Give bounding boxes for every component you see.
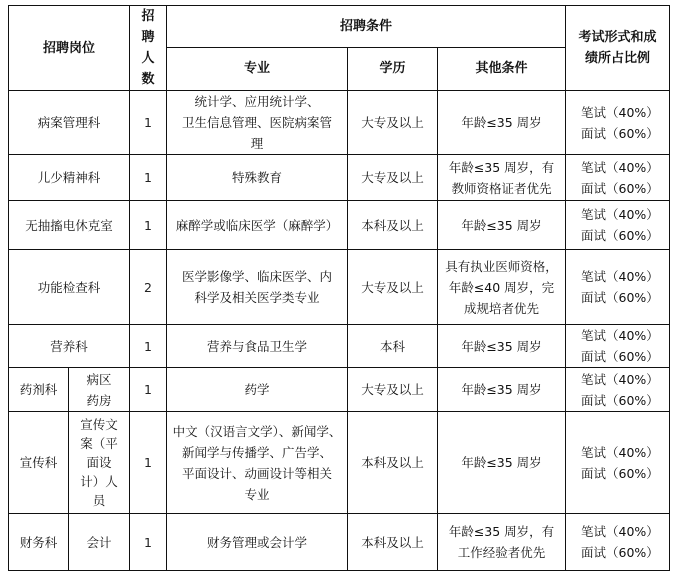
exam-cell	[566, 514, 670, 571]
exam-line: 笔试（40%）	[581, 269, 659, 284]
count-cell: 2	[130, 250, 167, 325]
header-position: 招聘岗位	[9, 6, 130, 91]
header-count	[130, 6, 167, 91]
dept-cell: 功能检查科	[9, 250, 130, 325]
major-cell	[167, 412, 348, 514]
major-line: 卫生信息管理、医院病案管	[182, 115, 333, 130]
other-cell	[438, 155, 566, 201]
major-line: 特殊教育	[232, 170, 283, 185]
other-line: 年龄≤35 周岁	[461, 455, 542, 470]
exam-line: 笔试（40%）	[581, 159, 659, 175]
other-line: 教师资格证者优先	[451, 180, 552, 196]
education-cell: 本科及以上	[348, 514, 438, 571]
other-cell	[438, 412, 566, 514]
header-conditions: 招聘条件	[167, 6, 566, 48]
count-cell: 1	[130, 412, 167, 514]
other-line: 年龄≤35 周岁	[461, 115, 542, 130]
dept-cell: 营养科	[9, 325, 130, 368]
exam-line: 笔试（40%）	[581, 207, 659, 222]
exam-cell	[566, 368, 670, 412]
count-cell: 1	[130, 325, 167, 368]
header-count-char: 招	[141, 9, 155, 24]
table-row	[9, 250, 670, 325]
exam-line: 面试（60%）	[581, 228, 659, 243]
education-cell: 本科及以上	[348, 412, 438, 514]
header-other: 其他条件	[438, 47, 566, 90]
major-line: 科学及相关医学类专业	[194, 290, 320, 305]
exam-line: 面试（60%）	[581, 392, 659, 408]
other-line: 具有执业医师资格，	[445, 258, 558, 274]
exam-cell	[566, 250, 670, 325]
major-cell	[167, 325, 348, 368]
table-row	[9, 201, 670, 250]
sub-position-line: 病区	[86, 371, 112, 387]
other-cell	[438, 250, 566, 325]
major-cell	[167, 514, 348, 571]
major-line: 统计学、应用统计学、	[194, 94, 320, 109]
dept-cell: 宣传科	[9, 412, 69, 514]
sub-position-line: 会计	[86, 534, 112, 550]
education-cell: 大专及以上	[348, 91, 438, 155]
major-line: 药学	[244, 382, 270, 397]
header-exam-line: 绩所占比例	[585, 51, 651, 66]
major-line: 营养与食品卫生学	[207, 338, 308, 354]
header-exam-line: 考试形式和成	[578, 30, 657, 45]
other-cell	[438, 201, 566, 250]
other-line: 年龄≤35 周岁，有	[448, 524, 555, 539]
sub-position-line: 员	[92, 493, 106, 508]
major-line: 平面设计、动画设计等相关	[182, 465, 333, 481]
dept-cell: 无抽搐电休克室	[9, 201, 130, 250]
other-line: 年龄≤35 周岁，有	[448, 159, 555, 175]
major-cell	[167, 250, 348, 325]
count-cell: 1	[130, 514, 167, 571]
major-line: 理	[250, 136, 264, 151]
exam-cell	[566, 201, 670, 250]
major-line: 麻醉学或临床医学（麻醉学）	[175, 217, 339, 233]
exam-line: 笔试（40%）	[581, 371, 659, 387]
exam-line: 面试（60%）	[581, 290, 659, 305]
count-cell: 1	[130, 155, 167, 201]
education-cell: 大专及以上	[348, 368, 438, 412]
exam-line: 面试（60%）	[581, 545, 659, 560]
table-row	[9, 155, 670, 201]
table-row	[9, 91, 670, 155]
other-cell	[438, 91, 566, 155]
header-major: 专业	[167, 47, 348, 90]
count-cell: 1	[130, 201, 167, 250]
header-education: 学历	[348, 47, 438, 90]
header-count-char: 人	[141, 51, 155, 66]
exam-line: 笔试（40%）	[581, 328, 659, 343]
table-row	[9, 514, 670, 571]
sub-position-line: 案（平	[80, 436, 118, 451]
exam-cell	[566, 155, 670, 201]
exam-line: 笔试（40%）	[581, 444, 659, 460]
major-line: 新闻学与传播学、广告学、	[182, 444, 333, 460]
other-line: 成规培者优先	[464, 300, 540, 316]
dept-cell: 儿少精神科	[9, 155, 130, 201]
table-row	[9, 412, 670, 514]
exam-line: 面试（60%）	[581, 125, 659, 141]
sub-position-line: 药房	[86, 392, 112, 408]
major-cell	[167, 201, 348, 250]
count-cell: 1	[130, 91, 167, 155]
other-line: 工作经验者优先	[457, 545, 546, 560]
exam-line: 笔试（40%）	[581, 104, 659, 120]
education-cell: 大专及以上	[348, 155, 438, 201]
recruitment-table	[8, 5, 670, 571]
education-cell: 大专及以上	[348, 250, 438, 325]
header-exam	[566, 6, 670, 91]
other-cell	[438, 514, 566, 571]
exam-line: 笔试（40%）	[581, 524, 659, 539]
sub-position-line: 计）人	[80, 474, 118, 489]
major-line: 财务管理或会计学	[207, 534, 308, 550]
header-count-char: 数	[141, 72, 155, 87]
dept-cell: 药剂科	[9, 368, 69, 412]
major-line: 专业	[244, 486, 270, 502]
other-line: 年龄≤35 周岁	[461, 382, 542, 397]
exam-line: 面试（60%）	[581, 349, 659, 364]
education-cell: 本科及以上	[348, 201, 438, 250]
major-line: 医学影像学、临床医学、内	[182, 269, 333, 284]
other-cell	[438, 368, 566, 412]
education-cell: 本科	[348, 325, 438, 368]
exam-cell	[566, 91, 670, 155]
other-cell	[438, 325, 566, 368]
sub-position-cell	[69, 514, 130, 571]
header-count-char: 聘	[141, 30, 155, 45]
exam-line: 面试（60%）	[581, 465, 659, 481]
major-cell	[167, 155, 348, 201]
other-line: 年龄≤40 周岁，完	[448, 279, 555, 295]
major-line: 中文（汉语言文学）、新闻学、	[172, 423, 342, 439]
exam-cell	[566, 412, 670, 514]
sub-position-cell	[69, 412, 130, 514]
table-row	[9, 368, 670, 412]
sub-position-line: 宣传文	[80, 417, 118, 432]
exam-cell	[566, 325, 670, 368]
other-line: 年龄≤35 周岁	[461, 338, 542, 354]
sub-position-cell	[69, 368, 130, 412]
sub-position-line: 面设	[86, 455, 112, 470]
count-cell: 1	[130, 368, 167, 412]
major-cell	[167, 91, 348, 155]
table-row	[9, 325, 670, 368]
dept-cell: 病案管理科	[9, 91, 130, 155]
dept-cell: 财务科	[9, 514, 69, 571]
other-line: 年龄≤35 周岁	[461, 217, 542, 233]
exam-line: 面试（60%）	[581, 180, 659, 196]
major-cell	[167, 368, 348, 412]
